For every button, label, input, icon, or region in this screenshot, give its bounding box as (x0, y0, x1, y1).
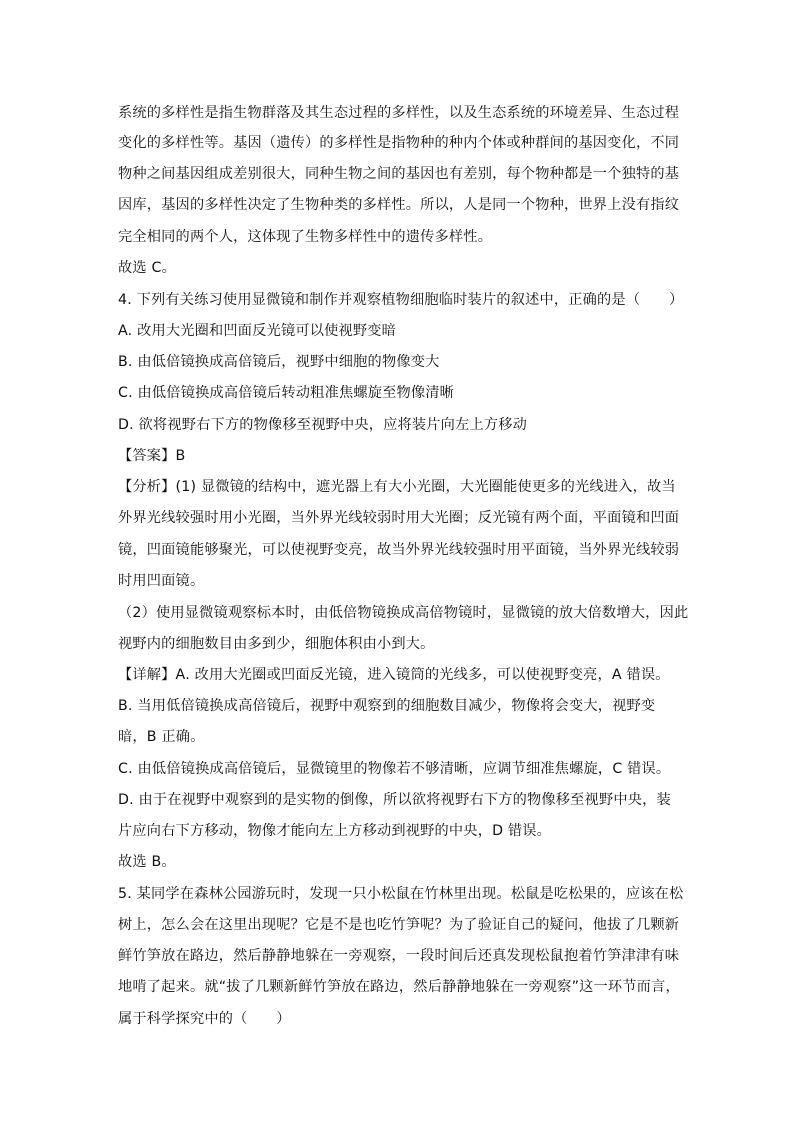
question-4-option-c: C. 由低倍镜换成高倍镜后转动粗准焦螺旋至物像清晰 (118, 385, 455, 401)
question-4-option-d: D. 欲将视野右下方的物像移至视野中央，应将装片向左上方移动 (118, 417, 528, 433)
paragraph-line: 完全相同的两个人，这体现了生物多样性中的遗传多样性。 (118, 229, 493, 245)
question-4-option-b: B. 由低倍镜换成高倍镜后，视野中细胞的物像变大 (118, 354, 440, 370)
analysis-line: 【分析】(1) 显微镜的结构中，遮光器上有大小光圈，大光圈能使更多的光线进入，故当 (118, 479, 676, 495)
analysis-line: 时用凹面镜。 (118, 573, 205, 589)
answer-line: 【答案】B (118, 448, 186, 464)
paragraph-line: 因库，基因的多样性决定了生物种类的多样性。所以，人是同一个物种，世界上没有指纹 (118, 197, 680, 213)
question-4-option-a: A. 改用大光圈和凹面反光镜可以使视野变暗 (118, 323, 397, 339)
analysis-line: 镜，凹面镜能够聚光，可以使视野变亮，故当外界光线较强时用平面镜，当外界光线较弱 (118, 542, 680, 558)
question-5-stem: 地啃了起来。就“拔了几颗新鲜竹笋放在路边，然后静静地躲在一旁观察”这一环节而言， (118, 979, 680, 995)
explanation-line: 片应向右下方移动，物像才能向左上方移动到视野的中央，D 错误。 (118, 823, 552, 839)
paragraph-line: 变化的多样性等。基因（遗传）的多样性是指物种的种内个体或种群间的基因变化，不同 (118, 135, 680, 151)
paragraph-line: 系统的多样性是指生物群落及其生态过程的多样性，以及生态系统的环境差异、生态过程 (118, 105, 680, 121)
analysis-line: 视野内的细胞数目由多到少，细胞体积由小到大。 (118, 636, 435, 652)
explanation-line: 【详解】A. 改用大光圈或凹面反光镜，进入镜筒的光线多，可以使视野变亮，A 错误。 (118, 667, 670, 683)
conclusion-line: 故选 B。 (118, 854, 176, 870)
explanation-line: 暗，B 正确。 (118, 729, 205, 745)
paragraph-line: 物种之间基因组成差别很大，同种生物之间的基因也有差别，每个物种都是一个独特的基 (118, 166, 680, 182)
question-5-stem: 5. 某同学在森林公园游玩时，发现一只小松鼠在竹林里出现。松鼠是吃松果的，应该在松 (118, 886, 684, 902)
conclusion-line: 故选 C。 (118, 260, 176, 276)
analysis-line: 外界光线较强时用小光圈，当外界光线较弱时用大光圈；反光镜有两个面，平面镜和凹面 (118, 510, 680, 526)
question-5-stem: 鲜竹笋放在路边，然后静静地躲在一旁观察，一段时间后还真发现松鼠抱着竹笋津津有味 (118, 948, 680, 964)
explanation-line: B. 当用低倍镜换成高倍镜后，视野中观察到的细胞数目减少，物像将会变大，视野变 (118, 698, 656, 714)
question-4-stem: 4. 下列有关练习使用显微镜和制作并观察植物细胞临时装片的叙述中，正确的是（ ） (118, 292, 684, 308)
analysis-line: （2）使用显微镜观察标本时，由低倍物镜换成高倍物镜时，显微镜的放大倍数增大，因此 (118, 605, 689, 621)
explanation-line: C. 由低倍镜换成高倍镜后，显微镜里的物像若不够清晰，应调节细准焦螺旋，C 错误。 (118, 761, 671, 777)
question-5-stem: 属于科学探究中的（ ） (118, 1011, 291, 1027)
question-5-stem: 树上，怎么会在这里出现呢？它是不是也吃竹笋呢？为了验证自己的疑问，他拔了几颗新 (118, 917, 680, 933)
explanation-line: D. 由于在视野中观察到的是实物的倒像，所以欲将视野右下方的物像移至视野中央，装 (118, 792, 671, 808)
